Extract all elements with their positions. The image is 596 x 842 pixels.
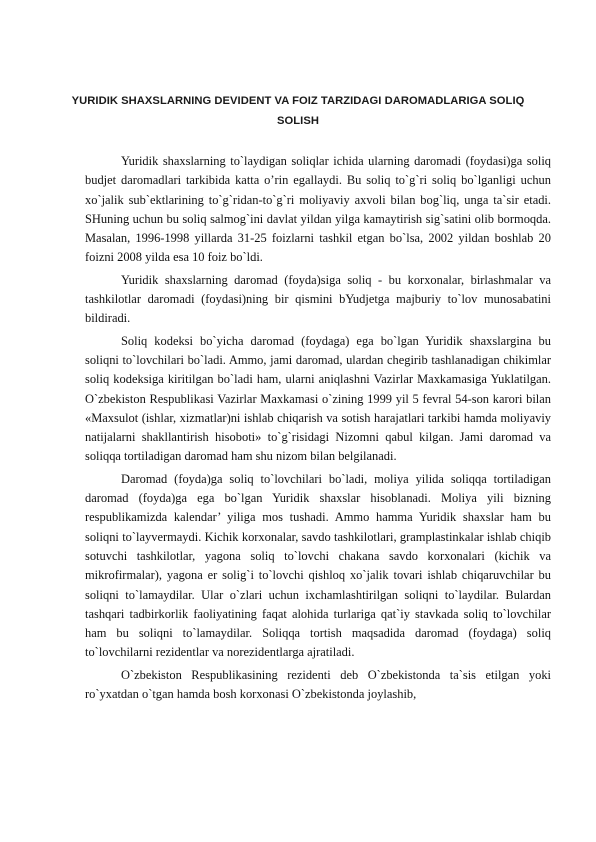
paragraph-3: Soliq kodeksi bo`yicha daromad (foydaga) ega bo`lgan Yuridik shaxslargina bu soliqni to`lovchilari bo`ladi. Ammo, jami daromad, ulardan chegirib tashlanadigan chikimlar soliq kodeksiga kiritilgan bo`ladi ham, ularni aniqlashni Vazirlar Maxkamasiga Yuklatilgan. O`zbekiston Respublikasi Vazirlar Maxkamasi o`zining 1999 yil 5 fevral 54-son karori bilan «Maxsulot (ishlar, xizmatlar)ni ishlab chiqarish va sotish harajatlari tarkibi hamda moliyaviy natijalarni shakllantirish hisoboti» to`g`risidagi Nizomni qabul kilgan. Jami daromad va soliqqa tortiladigan daromad ham shu nizom bilan belgilanadi. — [85, 333, 551, 464]
paragraph-4: Daromad (foyda)ga soliq to`lovchilari bo`ladi, moliya yilida soliqqa tortiladigan daromad (foyda)ga ega bo`lgan Yuridik shaxslar hisoblanadi. Moliya yili bizning respublikamizda kalendar’ yiliga mos tushadi. Ammo hamma Yuridik shaxslar ham bu soliqni to`layvermaydi. Kichik korxonalar, savdo tashkilotlari, gramplastinkalar ishlab chiqib sotuvchi tashkilotlar, yagona soliq to`lovchi chakana savdo korxonalari (kichik va mikrofirmalar), yagona er solig`i to`lovchi qishloq xo`jalik tovari ishlab chiqaruvchilar bu soliqni to`lamaydilar. Ular o`zlari uchun ixchamlashtirilgan soliqni to`laydilar. Bulardan tashqari tadbirkorlik faoliyatining faqat alohida turlariga qat`iy stavkada soliq to`lovchilar ham bu soliqni to`lamaydilar. Soliqqa tortish maqsadida daromad (foydaga) soliq to`lovchilarni rezidentlar va norezidentlarga ajratiladi. — [85, 471, 551, 660]
document-body — [85, 152, 551, 707]
paragraph-5: O`zbekiston Respublikasining rezidenti deb O`zbekistonda ta`sis etilgan yoki ro`yxatdan o`tgan hamda bosh korxonasi O`zbekistonda joylashib, — [85, 667, 551, 702]
paragraph-1: Yuridik shaxslarning to`laydigan soliqlar ichida ularning daromadi (foydasi)ga soliq budjet daromadlari tarkibida katta o’rin egallaydi. Bu soliq to`g`ri soliq bo`lganligi uchun xo`jalik sub`ektlarining to`g`ridan-to`g`ri moliyaviy axvoli bilan bog`liq, unga ta`sir etadi. SHuning uchun bu soliq salmog`ini davlat yildan yilga kamaytirish sig`satini olib bormoqda. Masalan, 1996-1998 yillarda 31-25 foizlarni tashkil etgan bo`lsa, 2002 yildan boshlab 20 foizni 2008 yilda esa 10 foiz bo`ldi. — [85, 154, 551, 265]
document-title: YURIDIK SHAXSLARNING DEVIDENT VA FOIZ TARZIDAGI DAROMADLARIGA SOLIQ SOLISH — [71, 95, 525, 127]
paragraph-2: Yuridik shaxslarning daromad (foyda)siga soliq - bu korxonalar, birlashmalar va tashkilotlar daromadi (foydasi)ning bir qismini bYudjetga majburiy to`lov munosabatini bildiradi. — [85, 272, 551, 326]
